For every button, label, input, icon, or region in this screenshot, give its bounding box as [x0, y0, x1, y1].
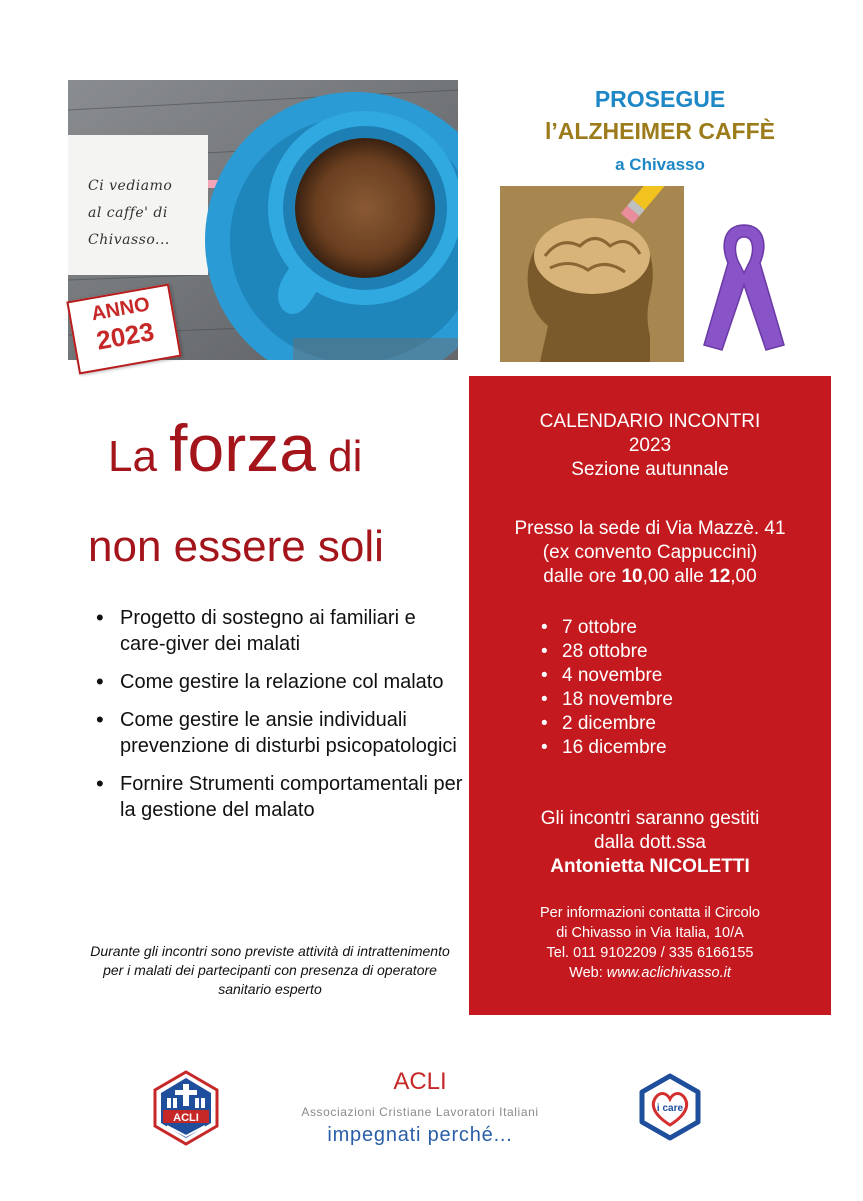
date-item: • 16 dicembre [539, 736, 673, 760]
hours-mid: ,00 alle [642, 566, 710, 587]
note-line-2: al caffe' di [88, 205, 168, 221]
list-item: • Come gestire la relazione col malato [94, 669, 464, 695]
acli-motto: impegnati perché... [327, 1124, 513, 1146]
date-item: • 28 ottobre [539, 640, 673, 664]
date-item: • 4 novembre [539, 664, 673, 688]
icare-logo [636, 1073, 704, 1141]
web-link[interactable]: www.aclichivasso.it [606, 965, 731, 981]
hours-start: 10 [621, 566, 643, 587]
title-part-1: La [108, 432, 170, 481]
main-title-line-1 [108, 410, 362, 486]
venue-info [469, 517, 831, 589]
list-item: • Progetto di sostegno ai familiari e care-giver dei malati [94, 605, 464, 657]
brain-pencil-image [500, 186, 684, 362]
host-line-1: Gli incontri saranno gestiti [540, 808, 760, 829]
date-item: • 7 ottobre [539, 616, 673, 640]
header-location: a Chivasso [615, 155, 705, 174]
list-item: • Fornire Strumenti comportamentali per la gestione del malato [94, 771, 464, 823]
dates-list [539, 616, 673, 760]
title-emphasis: forza [169, 411, 316, 485]
web-label: Web: [569, 965, 607, 981]
venue-hours [469, 565, 831, 589]
contact-line-2: di Chivasso in Via Italia, 10/A [556, 925, 744, 941]
hours-end: 12 [709, 566, 731, 587]
calendar-year: 2023 [628, 435, 672, 456]
header-prosegue: PROSEGUE [594, 86, 726, 112]
stamp-label: ANNO [89, 293, 152, 326]
contact-web [469, 963, 831, 983]
acli-full-name: Associazioni Cristiane Lavoratori Italiani [301, 1105, 539, 1119]
stamp-year: 2023 [94, 316, 157, 356]
venue-note: (ex convento Cappuccini) [542, 542, 758, 563]
date-item: • 2 dicembre [539, 712, 673, 736]
calendar-season: Sezione autunnale [571, 459, 729, 480]
calendar-panel [469, 376, 831, 1015]
acli-logo [153, 1070, 219, 1146]
calendar-heading [469, 410, 831, 482]
host-name: Antonietta NICOLETTI [550, 856, 750, 877]
main-title-line-2: non essere soli [88, 522, 384, 571]
date-item: • 18 novembre [539, 688, 673, 712]
activities-note: Durante gli incontri sono previste attività di intrattenimento per i malati dei partecipanti con presenza di operatore sanitario esperto [90, 943, 450, 997]
note-line-3: Chivasso... [88, 232, 170, 248]
acli-name: ACLI [393, 1068, 447, 1095]
hours-suffix: ,00 [730, 566, 757, 587]
topics-list [94, 605, 464, 835]
venue-address: Presso la sede di Via Mazzè. 41 [514, 518, 786, 539]
header-alzheimer-caffe: l’ALZHEIMER CAFFÈ [545, 118, 775, 144]
calendar-title: CALENDARIO INCONTRI [539, 411, 761, 432]
list-item: • Come gestire le ansie individuali prevenzione di disturbi psicopatologici [94, 707, 464, 759]
acli-logo-text: ACLI [173, 1112, 199, 1124]
contact-phone: Tel. 011 9102209 / 335 6166155 [546, 945, 754, 961]
host-line-2: dalla dott.ssa [594, 832, 706, 853]
host-info [469, 807, 831, 879]
awareness-ribbon-icon [694, 215, 794, 355]
note-line-1: Ci vediamo [88, 178, 173, 194]
hours-prefix: dalle ore [543, 566, 622, 587]
icare-logo-text: i care [656, 1103, 684, 1114]
title-part-2: di [315, 432, 363, 481]
contact-line-1: Per informazioni contatta il Circolo [539, 905, 760, 921]
contact-info [469, 903, 831, 983]
